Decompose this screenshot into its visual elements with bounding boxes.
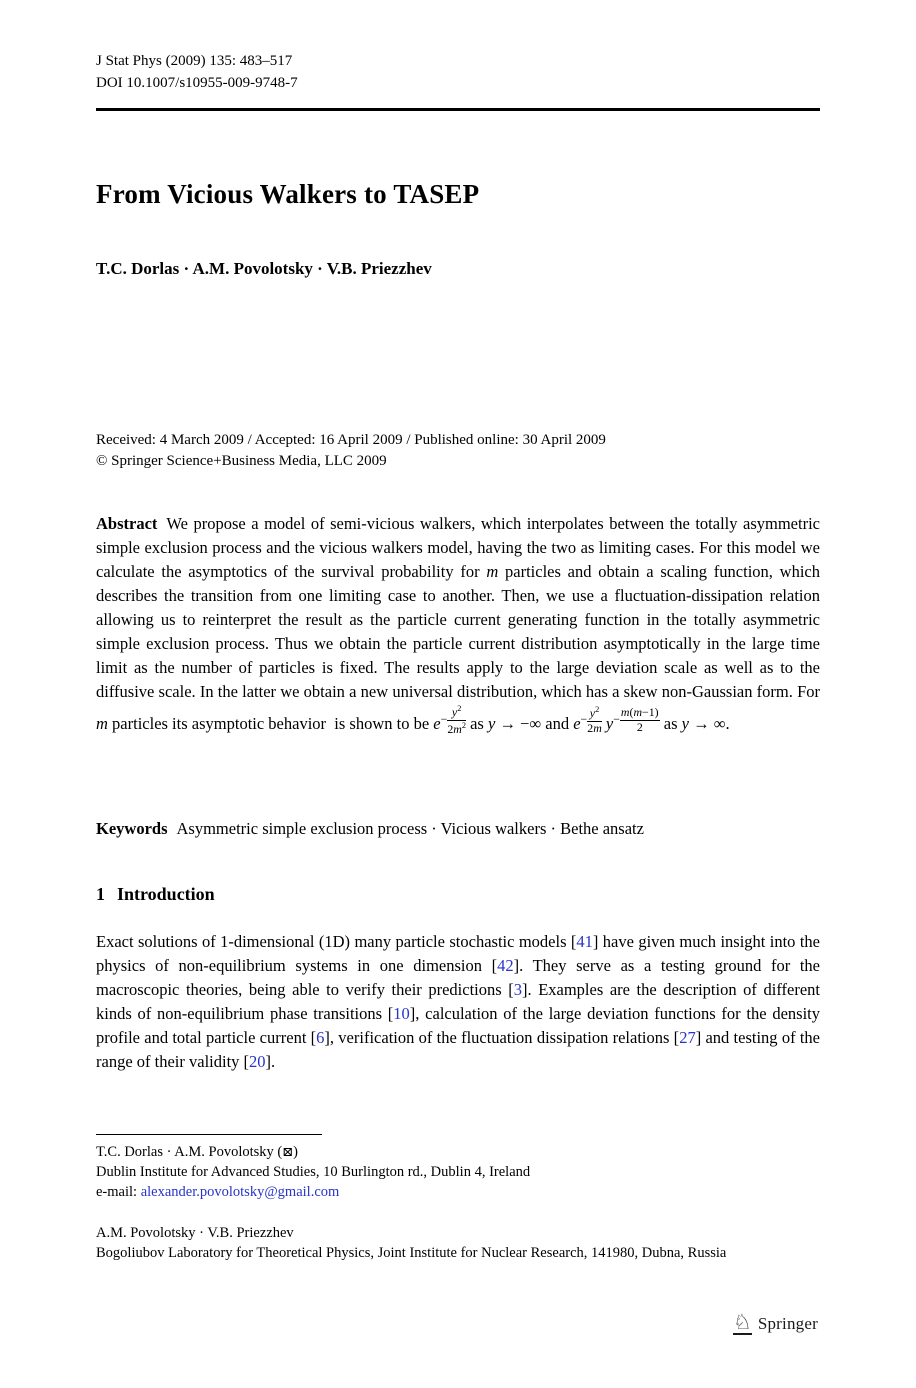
email-link[interactable]: alexander.povolotsky@gmail.com xyxy=(140,1184,340,1200)
paper-title: From Vicious Walkers to TASEP xyxy=(96,179,480,209)
envelope-icon: ⊠ xyxy=(282,1144,294,1159)
springer-knight-icon: ♘ xyxy=(733,1310,752,1334)
introduction-paragraph: Exact solutions of 1-dimensional (1D) many particle stochastic models [41] have given much insight into the physics of non-equilibrium systems in one dimension [42]. They serve as a testing ground for the macroscopic theories, being able to verify their predictions [3]. Examples are the description of different kinds of non-equilibrium phase transitions [10], calculation of the large deviation functions for the density profile and total particle current [6], verification of the fluctuation dissipation relations [27] and testing of the range of their validity [20]. xyxy=(96,932,820,1071)
second-affiliation-footnote xyxy=(96,1223,820,1263)
footnote-authors-2: A.M. Povolotsky · V.B. Priezzhev xyxy=(96,1225,294,1241)
journal-citation: J Stat Phys (2009) 135: 483–517 xyxy=(96,53,293,69)
footnote-authors: T.C. Dorlas · A.M. Povolotsky (⊠) xyxy=(96,1144,298,1160)
citation-link-27[interactable]: 27 xyxy=(679,1028,696,1047)
keywords-label: Keywords xyxy=(96,819,168,838)
footnote-rule xyxy=(96,1134,322,1135)
springer-logo xyxy=(733,1312,833,1335)
header-rule xyxy=(96,108,820,111)
citation-link-10[interactable]: 10 xyxy=(393,1004,410,1023)
abstract-text: We propose a model of semi-vicious walkers, which interpolates between the totally asymmetric simple exclusion process and the vicious walkers model, having the two as limiting cases. For this model we calculate the asymptotics of the survival probability for m particles and obtain a scaling function, which describes the transition from one limiting case to another. Then, we use a fluctuation-dissipation relation allowing us to reinterpret the result as the particle current generating function in the totally asymmetric simple exclusion process. Thus we obtain the particle current distribution asymptotically in the large time limit as the number of particles is fixed. The results apply to the large deviation scale as well as to the diffusive scale. In the latter we obtain a new universal distribution, which has a skew non-Gaussian form. For m particles its asymptotic behavior is shown to be e− $\frac{y^2}{2m^2}$ as y → −∞ and e− $\frac{y^2}{2m}$ y− $\frac{m(m-1)}{2}$ as y → ∞. xyxy=(96,514,820,736)
footnote-affiliation: Dublin Institute for Advanced Studies, 10 Burlington rd., Dublin 4, Ireland xyxy=(96,1164,531,1180)
citation-link-6[interactable]: 6 xyxy=(316,1028,325,1047)
citation-link-3[interactable]: 3 xyxy=(513,980,522,999)
publication-history xyxy=(96,430,820,472)
keywords-text: Asymmetric simple exclusion process · Vicious walkers · Bethe ansatz xyxy=(176,819,644,838)
email-label: e-mail: xyxy=(96,1184,141,1200)
section-title: Introduction xyxy=(117,884,215,904)
citation-link-41[interactable]: 41 xyxy=(576,932,593,951)
citation-link-20[interactable]: 20 xyxy=(249,1052,266,1071)
abstract-paragraph xyxy=(96,512,820,736)
author-line: T.C. Dorlas · A.M. Povolotsky · V.B. Priezzhev xyxy=(96,259,432,278)
journal-header xyxy=(96,50,820,94)
footnote-email-line xyxy=(96,1182,820,1202)
section-heading-introduction xyxy=(96,884,820,905)
springer-wordmark: Springer xyxy=(757,1313,818,1333)
abstract-label: Abstract xyxy=(96,514,158,533)
section-number: 1 xyxy=(96,884,105,904)
keywords-line xyxy=(96,817,820,841)
footnote-affiliation-2: Bogoliubov Laboratory for Theoretical Physics, Joint Institute for Nuclear Research, 141980, Dubna, Russia xyxy=(96,1245,727,1261)
correspondence-footnote xyxy=(96,1142,820,1202)
citation-link-42[interactable]: 42 xyxy=(497,956,514,975)
copyright-line: © Springer Science+Business Media, LLC 2009 xyxy=(96,453,387,469)
received-accepted-line: Received: 4 March 2009 / Accepted: 16 April 2009 / Published online: 30 April 2009 xyxy=(96,432,606,448)
doi-line: DOI 10.1007/s10955-009-9748-7 xyxy=(96,75,298,91)
